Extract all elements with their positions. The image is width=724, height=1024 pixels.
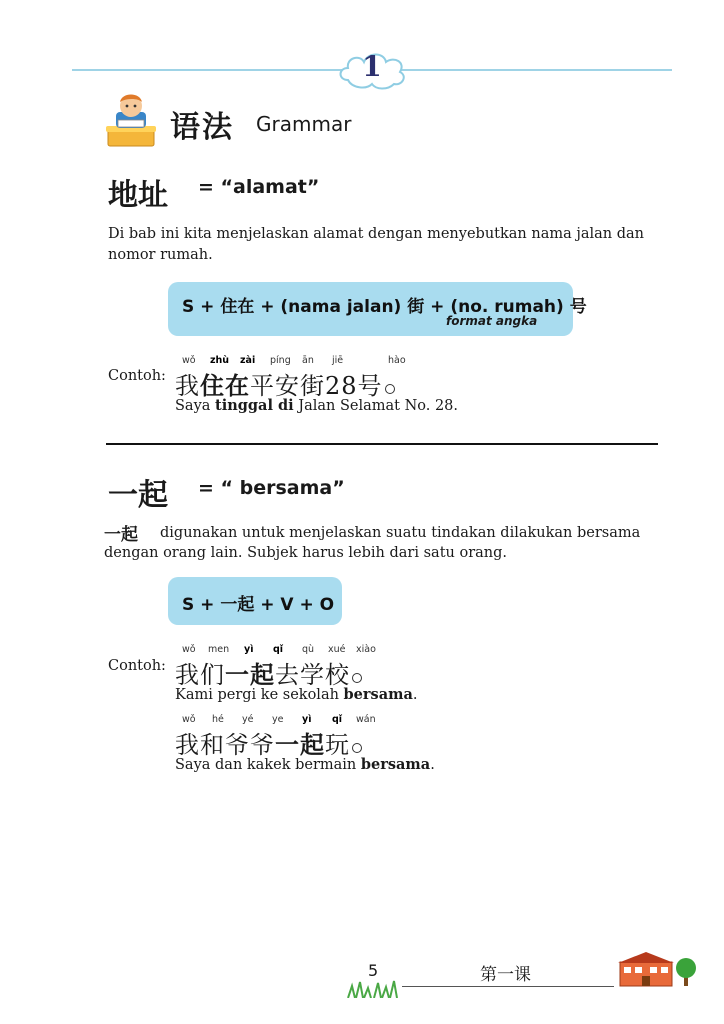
example2-translation [175,756,435,773]
chapter-number: 1 [362,50,382,83]
sentence-part-highlight: 一起 [225,660,275,689]
pinyin: wán [356,714,376,725]
example-label: Contoh: [108,658,166,674]
pinyin: hé [212,714,224,725]
pinyin: píng [270,355,291,366]
pinyin: zhù [210,355,230,366]
example1-translation [175,686,417,703]
grammar-title-cn: 语法 [170,110,234,145]
sentence-part: 我们 [175,661,225,689]
formula-address: S + 住在 + (nama jalan) 街 + (no. rumah) 号 [182,297,587,317]
pinyin: ān [302,355,314,366]
translation-part-highlight: bersama [343,686,413,703]
pinyin: wǒ [182,355,196,366]
pinyin: yì [244,644,254,655]
section2-description-line1: digunakan untuk menjelaskan suatu tindakan dilakukan bersama [160,525,641,541]
formula-box-address [168,282,587,336]
pinyin: hào [388,355,406,366]
translation-part: Saya [175,398,216,414]
section2-desc-word: 一起 [104,525,138,545]
formula-box-together [168,577,342,625]
formula-together: S + 一起 + V + O [182,595,335,615]
section2-word: 一起 [108,478,168,513]
formula-note: format angka [446,314,538,328]
pinyin: wǒ [182,644,196,655]
example-sentence-cn [175,366,395,401]
sentence-part: 去学校 [275,661,350,689]
section1-meaning: = “alamat” [198,176,320,198]
pinyin: men [208,644,230,655]
section1-word: 地址 [108,178,168,213]
sentence-part: 平安街28号 [250,372,383,400]
pinyin: yé [242,714,254,725]
school-house-icon [618,950,700,988]
sentence-part: 我和爷爷 [175,731,275,759]
pinyin: xiào [356,644,376,655]
full-stop-mark [352,673,362,683]
student-reading-icon [104,92,158,148]
translation-part: . [430,757,435,773]
lesson-label: 第一课 [480,965,531,985]
sentence-part: 玩 [325,731,350,759]
translation-part: Saya dan kakek bermain [175,757,361,773]
section-divider [106,443,658,445]
translation-part-highlight: bersama [360,756,431,773]
pinyin: jiē [332,355,344,366]
pinyin: zài [240,355,256,366]
sentence-part-highlight: 一起 [275,730,325,759]
section1-description [108,224,644,266]
translation-part: . [412,687,418,703]
section2-description-line2: dengan orang lain. Subjek harus lebih dari satu orang. [104,545,508,561]
grammar-title-en: Grammar [256,112,352,136]
translation-part: Kami pergi ke sekolah [175,687,344,703]
pinyin: ye [272,714,284,725]
pinyin: qǐ [273,644,284,655]
page-number: 5 [368,961,379,980]
description-line: nomor rumah. [108,247,213,263]
translation-part-highlight: tinggal di [215,397,294,414]
sentence-part: 我 [175,372,200,400]
full-stop-mark [385,384,395,394]
description-line: Di bab ini kita menjelaskan alamat dengan menyebutkan nama jalan dan [108,226,644,242]
grass-icon [346,980,402,998]
sentence-part-highlight: 住在 [200,371,250,400]
translation-part: Jalan Selamat No. 28. [293,398,459,414]
pinyin: qǐ [332,714,343,725]
pinyin: yì [302,714,312,725]
pinyin: qù [302,644,315,655]
section2-meaning: = “ bersama” [198,477,345,499]
example1-sentence-cn [175,655,362,690]
example-label: Contoh: [108,368,166,384]
footer-rule [402,986,614,987]
example2-sentence-cn [175,725,362,760]
full-stop-mark [352,743,362,753]
pinyin: wǒ [182,714,196,725]
pinyin: xué [328,644,346,655]
example-translation [175,397,458,414]
